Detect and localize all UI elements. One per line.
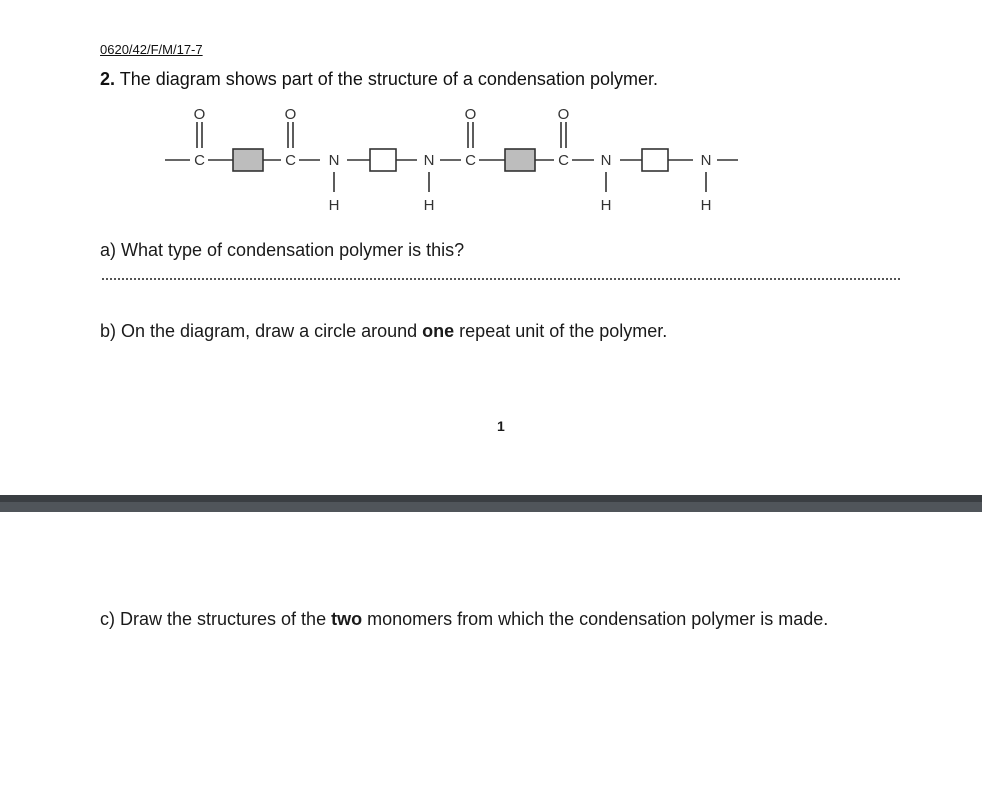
page-separator	[0, 495, 982, 512]
atom-hydrogen: H	[700, 197, 712, 214]
part-c-text: c) Draw the structures of the	[100, 609, 332, 629]
atom-carbon: C	[558, 152, 569, 169]
shaded-block	[233, 149, 263, 171]
part-a-question: a) What type of condensation polymer is this?	[100, 240, 465, 260]
part-b-emphasis: one	[422, 321, 455, 341]
part-c-emphasis: two	[331, 609, 363, 629]
atom-hydrogen: H	[328, 197, 340, 214]
atom-nitrogen: N	[423, 152, 435, 169]
part-b-text-end: repeat unit of the polymer.	[454, 321, 668, 341]
part-b-question	[100, 321, 667, 342]
atom-carbon: C	[465, 152, 476, 169]
atom-oxygen: O	[557, 106, 570, 123]
part-c-question	[100, 602, 880, 636]
atom-oxygen: O	[464, 106, 477, 123]
atom-carbon: C	[285, 152, 296, 169]
page-number: 1	[497, 418, 505, 434]
atom-nitrogen: N	[600, 152, 612, 169]
open-block	[642, 149, 668, 171]
atom-hydrogen: H	[600, 197, 612, 214]
atom-nitrogen: N	[328, 152, 340, 169]
part-c-text-end: monomers from which the condensation polymer is made.	[362, 609, 829, 629]
atom-nitrogen: N	[700, 152, 712, 169]
atom-oxygen: O	[193, 106, 206, 123]
question-text: The diagram shows part of the structure of a condensation polymer.	[119, 69, 658, 89]
shaded-block	[505, 149, 535, 171]
paper-reference: 0620/42/F/M/17-7	[100, 42, 203, 57]
polymer-structure-diagram[interactable]	[160, 104, 750, 220]
polymer-svg	[160, 104, 750, 220]
atom-carbon: C	[194, 152, 205, 169]
part-b-text: b) On the diagram, draw a circle around	[100, 321, 423, 341]
question-number: 2.	[100, 69, 116, 89]
page-2	[0, 512, 982, 788]
answer-line[interactable]	[102, 278, 900, 280]
atom-oxygen: O	[284, 106, 297, 123]
question-heading	[100, 69, 658, 90]
atom-hydrogen: H	[423, 197, 435, 214]
open-block	[370, 149, 396, 171]
